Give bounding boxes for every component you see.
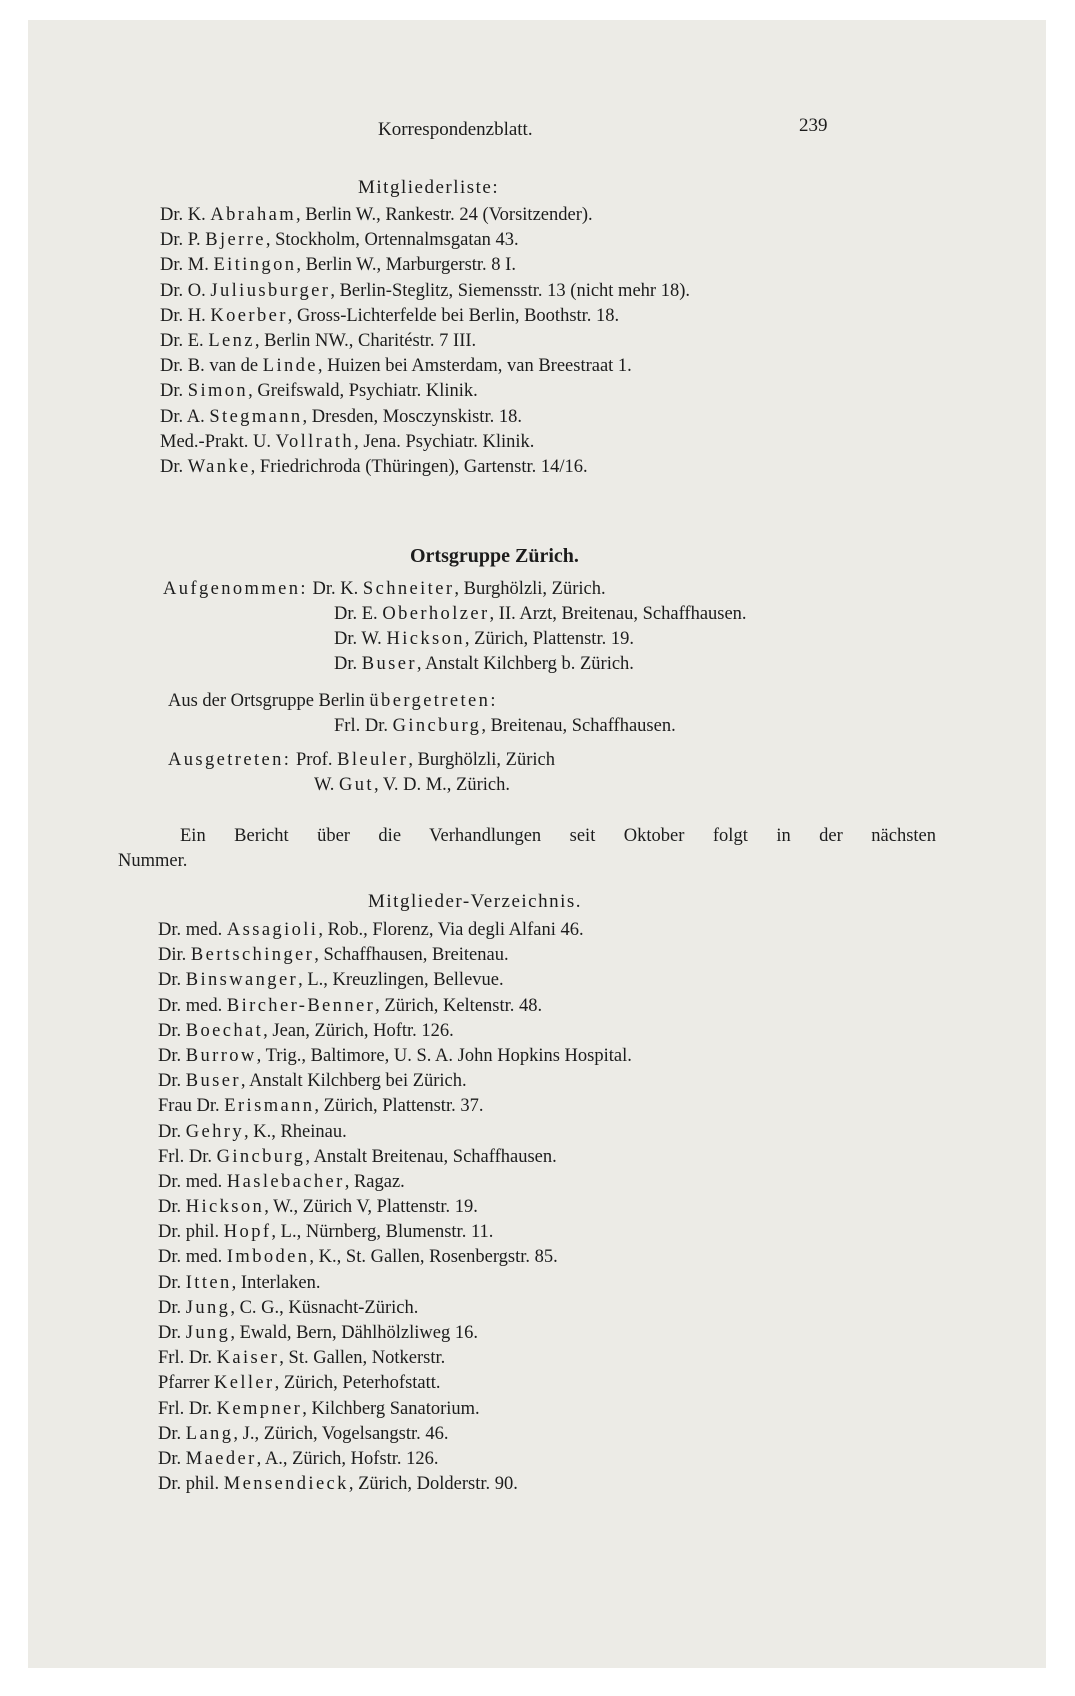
list-item: Dr. W. Hickson, Zürich, Plattenstr. 19. <box>334 629 634 650</box>
list-item: Dr. med. Bircher-Benner, Zürich, Keltenstr. 48. <box>158 995 543 1016</box>
member-name: Itten <box>185 1272 232 1293</box>
member-name: Oberholzer <box>382 604 490 624</box>
member-name: Gincburg <box>216 1146 306 1167</box>
member-name: Wanke <box>187 456 251 477</box>
member-name: Bircher-Benner <box>226 995 376 1016</box>
member-name: Juliusburger <box>210 280 331 301</box>
member-name: Keller <box>213 1373 275 1394</box>
member-name: Stegmann <box>209 406 303 427</box>
member-name: Hopf <box>223 1222 272 1243</box>
member-name: Lenz <box>208 330 255 351</box>
list-item: Dr. Jung, C. G., Küsnacht-Zürich. <box>158 1297 419 1318</box>
member-name: Buser <box>361 654 417 675</box>
member-name: Gincburg <box>392 716 482 736</box>
list-item: Dr. H. Koerber, Gross-Lichterfelde bei Berlin, Boothstr. 18. <box>160 305 620 326</box>
ausgetreten-label: Ausgetreten: <box>168 750 292 770</box>
list-item: Dr. O. Juliusburger, Berlin-Steglitz, Siemensstr. 13 (nicht mehr 18). <box>160 280 690 301</box>
member-name: Linde <box>262 356 318 377</box>
list-item: Dr. med. Haslebacher, Ragaz. <box>158 1171 405 1192</box>
member-name: Hickson <box>185 1197 265 1218</box>
list-item: Dr. A. Stegmann, Dresden, Mosczynskistr. 18. <box>160 406 522 427</box>
list-item: Ausgetreten: Prof. Bleuler, Burghölzli, Zürich <box>168 750 555 770</box>
mitgliederliste-title: Mitgliederliste: <box>358 177 500 198</box>
verzeichnis-title: Mitglieder-Verzeichnis. <box>368 891 583 912</box>
member-name: Binswanger <box>185 970 299 991</box>
member-name: Jung <box>185 1297 231 1318</box>
list-item: Dr. Gehry, K., Rheinau. <box>158 1121 347 1142</box>
bericht-line-1: Ein Bericht über die Verhandlungen seit Oktober folgt in der nächsten <box>180 826 936 846</box>
member-name: Eitingon <box>213 255 297 276</box>
list-item: Frau Dr. Erismann, Zürich, Plattenstr. 37. <box>158 1096 484 1117</box>
member-name: Gehry <box>185 1121 244 1142</box>
running-title: Korrespondenzblatt. <box>378 119 533 140</box>
list-item: Frl. Dr. Gincburg, Anstalt Breitenau, Schaffhausen. <box>158 1146 557 1167</box>
list-item: Dr. med. Assagioli, Rob., Florenz, Via degli Alfani 46. <box>158 920 584 940</box>
list-item: Frl. Dr. Gincburg, Breitenau, Schaffhausen. <box>334 716 676 736</box>
ausgetreten-section <box>168 748 555 773</box>
list-item: Dr. Burrow, Trig., Baltimore, U. S. A. John Hopkins Hospital. <box>158 1045 632 1066</box>
list-item: Dr. Wanke, Friedrichroda (Thüringen), Gartenstr. 14/16. <box>160 456 588 477</box>
list-item: Dr. phil. Mensendieck, Zürich, Dolderstr. 90. <box>158 1474 518 1495</box>
mitgliederliste-list <box>160 203 690 480</box>
member-name: Imboden <box>226 1247 310 1268</box>
member-name: Bleuler <box>337 750 409 770</box>
list-item: Dr. Simon, Greifswald, Psychiatr. Klinik. <box>160 381 478 402</box>
list-item: Dr. B. van de Linde, Huizen bei Amsterdam, van Breestraat 1. <box>160 356 632 377</box>
member-name: Mensendieck <box>223 1474 349 1495</box>
list-item: Frl. Dr. Kempner, Kilchberg Sanatorium. <box>158 1398 480 1419</box>
aufgenommen-list <box>334 602 747 678</box>
bericht-line-2: Nummer. <box>118 851 188 871</box>
aufgenommen-label: Aufgenommen: <box>163 579 308 599</box>
list-item: Aufgenommen: Dr. K. Schneiter, Burghölzli, Zürich. <box>163 579 606 599</box>
list-item: Dr. E. Lenz, Berlin NW., Charitéstr. 7 III. <box>160 330 477 351</box>
list-item: Dr. Buser, Anstalt Kilchberg bei Zürich. <box>158 1071 467 1092</box>
member-name: Abraham <box>210 205 297 225</box>
member-name: Simon <box>187 381 249 402</box>
list-item: Dr. Jung, Ewald, Bern, Dählhölzliweg 16. <box>158 1323 478 1343</box>
member-name: Hickson <box>386 629 465 650</box>
ortsgruppe-heading: Ortsgruppe Zürich. <box>410 545 579 567</box>
aufgenommen-section <box>163 577 606 602</box>
list-item: Dr. Lang, J., Zürich, Vogelsangstr. 46. <box>158 1423 449 1444</box>
list-item: Med.-Prakt. U. Vollrath, Jena. Psychiatr. Klinik. <box>160 431 535 452</box>
ausgetreten-list <box>314 773 510 798</box>
member-name: Koerber <box>210 305 288 326</box>
uebergetreten-list <box>334 714 676 739</box>
member-name: Lang <box>185 1423 234 1444</box>
member-name: Boechat <box>185 1020 264 1041</box>
member-name: Haslebacher <box>226 1171 345 1192</box>
member-name: Schneiter <box>362 579 455 599</box>
list-item: Dr. Buser, Anstalt Kilchberg b. Zürich. <box>334 654 634 675</box>
member-name: Erismann <box>224 1096 315 1117</box>
list-item: Dr. K. Abraham, Berlin W., Rankestr. 24 (Vorsitzender). <box>160 205 593 225</box>
list-item: Dir. Bertschinger, Schaffhausen, Breitenau. <box>158 945 509 966</box>
list-item: Dr. Binswanger, L., Kreuzlingen, Bellevue. <box>158 970 504 991</box>
member-name: Bertschinger <box>190 945 315 966</box>
list-item: Dr. P. Bjerre, Stockholm, Ortennalmsgatan 43. <box>160 230 519 251</box>
list-item: Dr. phil. Hopf, L., Nürnberg, Blumenstr. 11. <box>158 1222 494 1243</box>
member-name: Jung <box>185 1323 231 1343</box>
list-item: Frl. Dr. Kaiser, St. Gallen, Notkerstr. <box>158 1348 446 1369</box>
list-item: Dr. Hickson, W., Zürich V, Plattenstr. 19. <box>158 1197 478 1218</box>
member-name: Maeder <box>185 1448 257 1469</box>
list-item: Dr. M. Eitingon, Berlin W., Marburgerstr. 8 I. <box>160 255 516 276</box>
member-name: Buser <box>185 1071 241 1092</box>
member-name: Vollrath <box>275 431 355 452</box>
member-name: Kempner <box>216 1398 303 1419</box>
list-item: Dr. Maeder, A., Zürich, Hofstr. 126. <box>158 1448 439 1469</box>
member-name: Bjerre <box>205 230 266 251</box>
list-item: W. Gut, V. D. M., Zürich. <box>314 775 510 795</box>
list-item: Dr. Boechat, Jean, Zürich, Hoftr. 126. <box>158 1020 454 1041</box>
list-item: Dr. med. Imboden, K., St. Gallen, Rosenbergstr. 85. <box>158 1247 558 1268</box>
member-name: Burrow <box>185 1045 257 1066</box>
list-item: Dr. Itten, Interlaken. <box>158 1272 321 1293</box>
uebergetreten-section <box>168 689 495 714</box>
member-name: Gut <box>339 775 374 795</box>
document-page <box>28 20 1046 1668</box>
list-item: Pfarrer Keller, Zürich, Peterhofstatt. <box>158 1373 441 1394</box>
uebergetreten-label: Aus der Ortsgruppe Berlin übergetreten: <box>168 691 496 711</box>
page-number: 239 <box>799 115 828 136</box>
member-name: Assagioli <box>226 920 319 940</box>
verzeichnis-list <box>158 918 632 1497</box>
list-item: Dr. E. Oberholzer, II. Arzt, Breitenau, Schaffhausen. <box>334 604 747 624</box>
member-name: Kaiser <box>216 1348 280 1369</box>
